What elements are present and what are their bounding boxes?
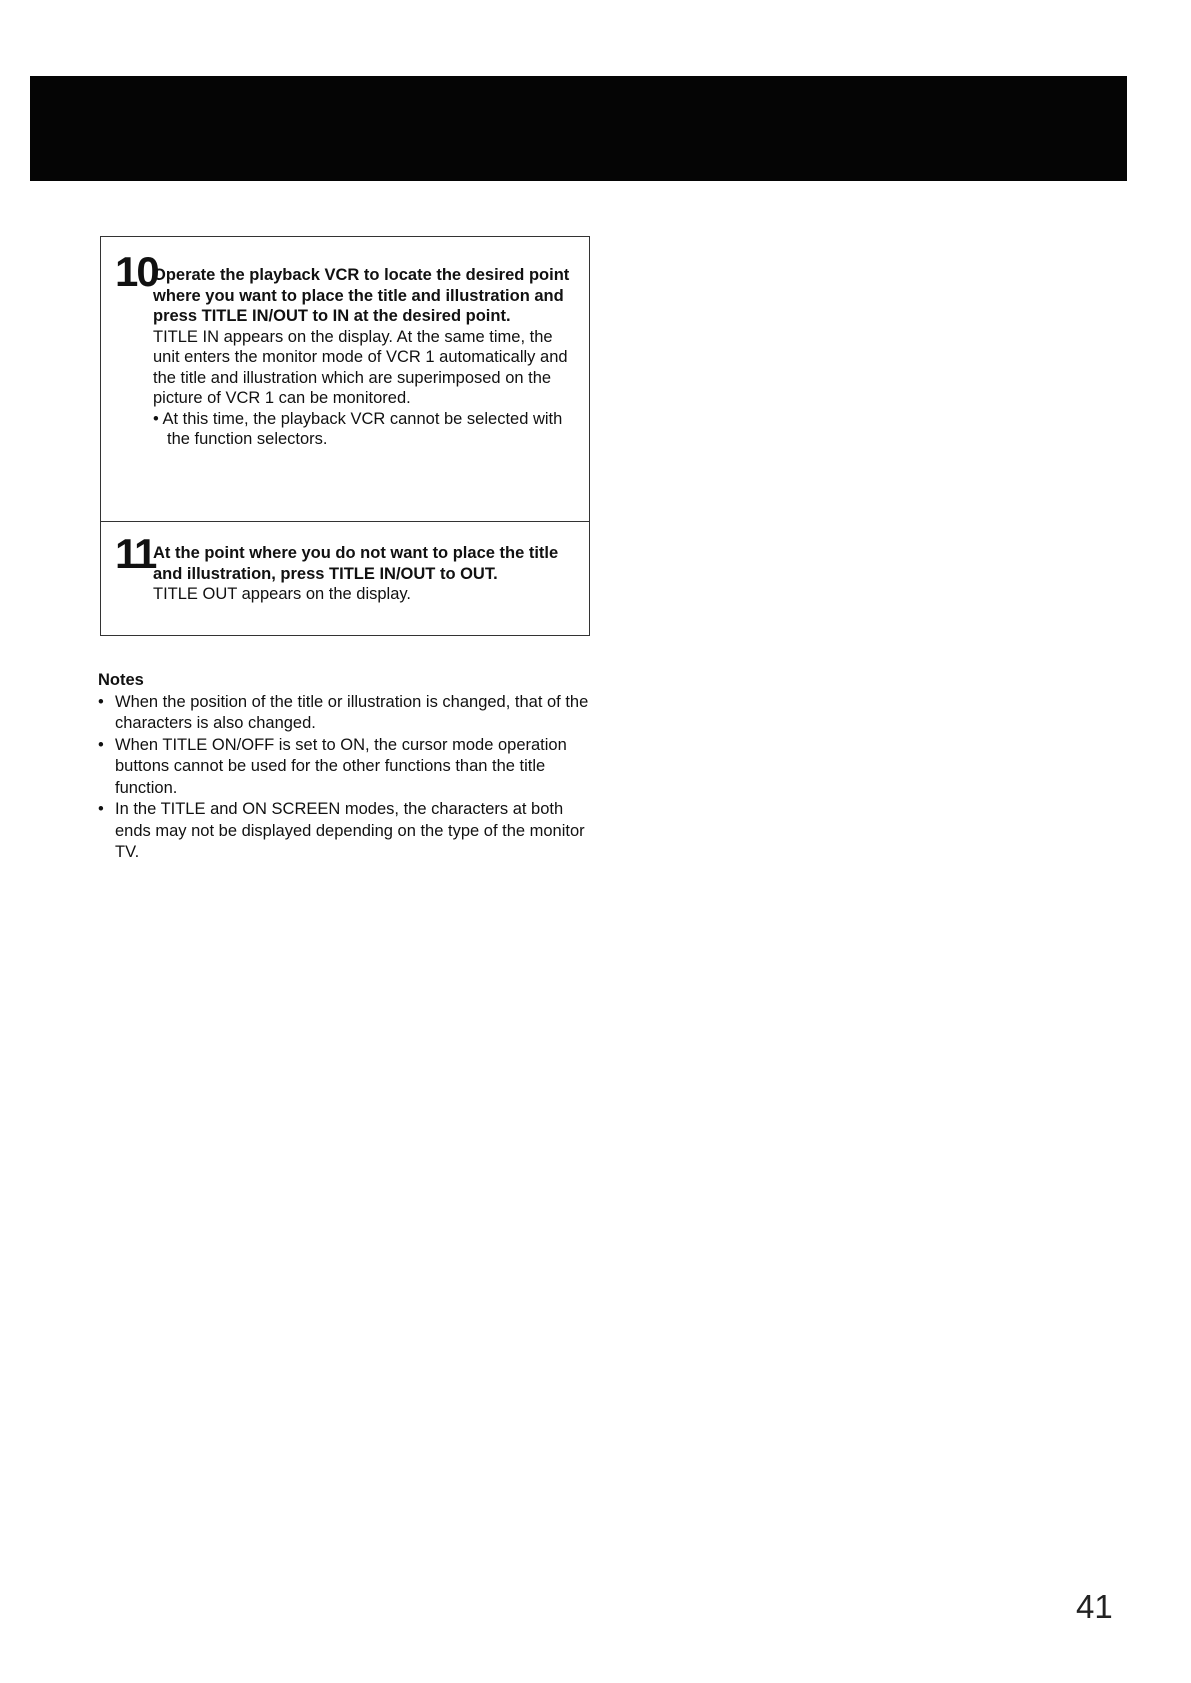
steps-box <box>100 236 590 636</box>
page-number: 41 <box>1076 1588 1113 1625</box>
step-11 <box>101 521 589 635</box>
step-title: Operate the playback VCR to locate the desired point where you want to place the title and illustration and press TITLE IN/OUT to IN at the desired point. <box>153 266 570 325</box>
note-item: • In the TITLE and ON SCREEN modes, the characters at both ends may not be displayed depending on the type of the monitor TV. <box>98 799 598 864</box>
step-bullet: • At this time, the playback VCR cannot be selected with the function selectors. <box>153 409 563 448</box>
note-item: • When the position of the title or illustration is changed, that of the characters is also changed. <box>98 692 598 735</box>
step-title: At the point where you do not want to place the title and illustration, press TITLE IN/OUT to OUT. <box>153 544 559 583</box>
step-10 <box>101 237 589 522</box>
step-body <box>153 265 573 450</box>
step-body <box>153 543 573 605</box>
notes-title: Notes <box>98 671 144 689</box>
notes-section <box>98 670 598 864</box>
note-item: • When TITLE ON/OFF is set to ON, the cursor mode operation buttons cannot be used for the other functions than the title function. <box>98 735 598 800</box>
step-text: TITLE OUT appears on the display. <box>153 585 412 603</box>
step-number: 10 <box>115 248 158 295</box>
step-number: 11 <box>115 530 156 577</box>
header-bar <box>30 76 1127 181</box>
step-text: TITLE IN appears on the display. At the same time, the unit enters the monitor mode of VCR 1 automatically and the title and illustration which are superimposed on the picture of VCR 1 can be monitored. <box>153 327 568 407</box>
notes-list <box>98 692 598 864</box>
